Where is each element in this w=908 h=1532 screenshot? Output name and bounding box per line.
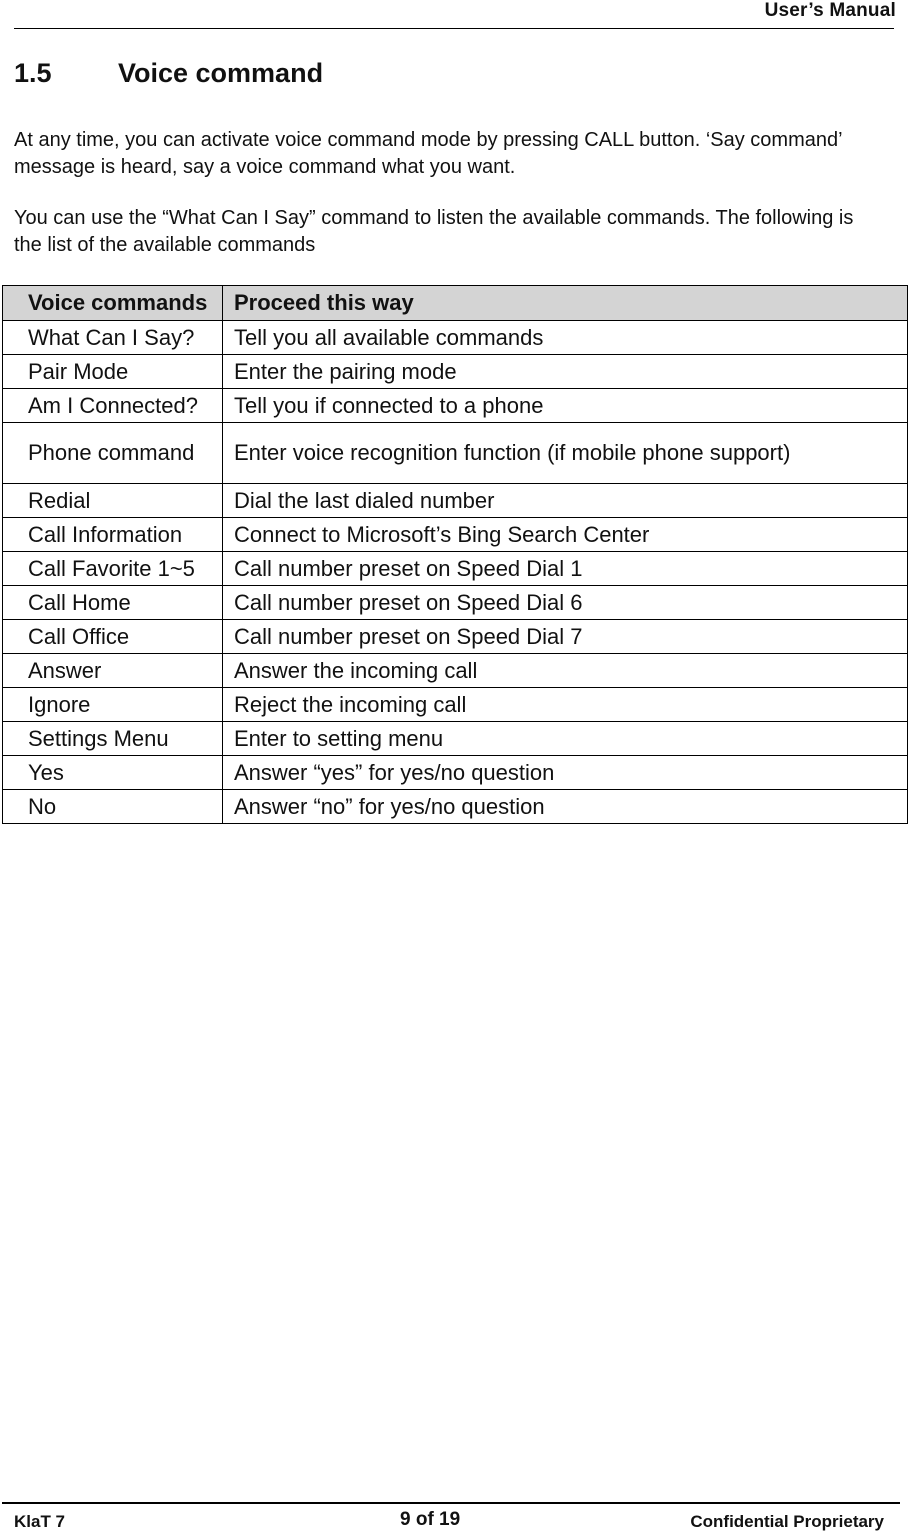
table-row [3,790,908,824]
command-cell: Call Office [3,620,223,654]
command-cell: No [3,790,223,824]
table-row [3,722,908,756]
action-cell: Answer “yes” for yes/no question [223,756,908,790]
action-cell: Call number preset on Speed Dial 1 [223,552,908,586]
column-header-proceed: Proceed this way [223,286,908,321]
table-row [3,321,908,355]
footer-product-name: KlaT 7 [14,1512,66,1531]
command-cell: Am I Connected? [3,389,223,423]
command-cell: Phone command [3,423,223,484]
command-cell: Call Home [3,586,223,620]
section-title: Voice command [118,58,324,88]
footer-confidentiality: Confidential Proprietary [690,1512,884,1531]
action-cell: Tell you all available commands [223,321,908,355]
column-header-voice-commands: Voice commands [3,286,223,321]
command-cell: Settings Menu [3,722,223,756]
document-header-title: User’s Manual [764,0,896,21]
action-cell: Enter voice recognition function (if mobile phone support) [223,423,908,484]
commands-intro-paragraph: You can use the “What Can I Say” command to listen the available commands. The following is the list of the available commands [14,207,854,256]
command-cell: Call Favorite 1~5 [3,552,223,586]
command-cell: Call Information [3,518,223,552]
action-cell: Reject the incoming call [223,688,908,722]
table-row [3,423,908,484]
table-row [3,620,908,654]
command-cell: Ignore [3,688,223,722]
command-cell: What Can I Say? [3,321,223,355]
action-cell: Answer the incoming call [223,654,908,688]
table-row [3,518,908,552]
table-row [3,688,908,722]
table-row [3,389,908,423]
page-number: 9 of 19 [400,1509,461,1530]
table-row [3,586,908,620]
action-cell: Answer “no” for yes/no question [223,790,908,824]
table-row [3,484,908,518]
command-cell: Pair Mode [3,355,223,389]
action-cell: Dial the last dialed number [223,484,908,518]
action-cell: Connect to Microsoft’s Bing Search Center [223,518,908,552]
action-cell: Call number preset on Speed Dial 7 [223,620,908,654]
table-row [3,552,908,586]
table-row [3,355,908,389]
table-row [3,756,908,790]
action-cell: Tell you if connected to a phone [223,389,908,423]
intro-paragraph: At any time, you can activate voice command mode by pressing CALL button. ‘Say command’ message is heard, say a voice command what you want. [14,129,842,178]
command-cell: Redial [3,484,223,518]
command-cell: Yes [3,756,223,790]
table-row [3,654,908,688]
section-heading [14,58,323,89]
footer-divider [2,1502,900,1504]
action-cell: Call number preset on Speed Dial 6 [223,586,908,620]
header-divider [14,28,894,29]
section-number: 1.5 [14,58,52,88]
command-cell: Answer [3,654,223,688]
action-cell: Enter the pairing mode [223,355,908,389]
action-cell: Enter to setting menu [223,722,908,756]
voice-commands-table [2,285,908,824]
table-header-row [3,286,908,321]
